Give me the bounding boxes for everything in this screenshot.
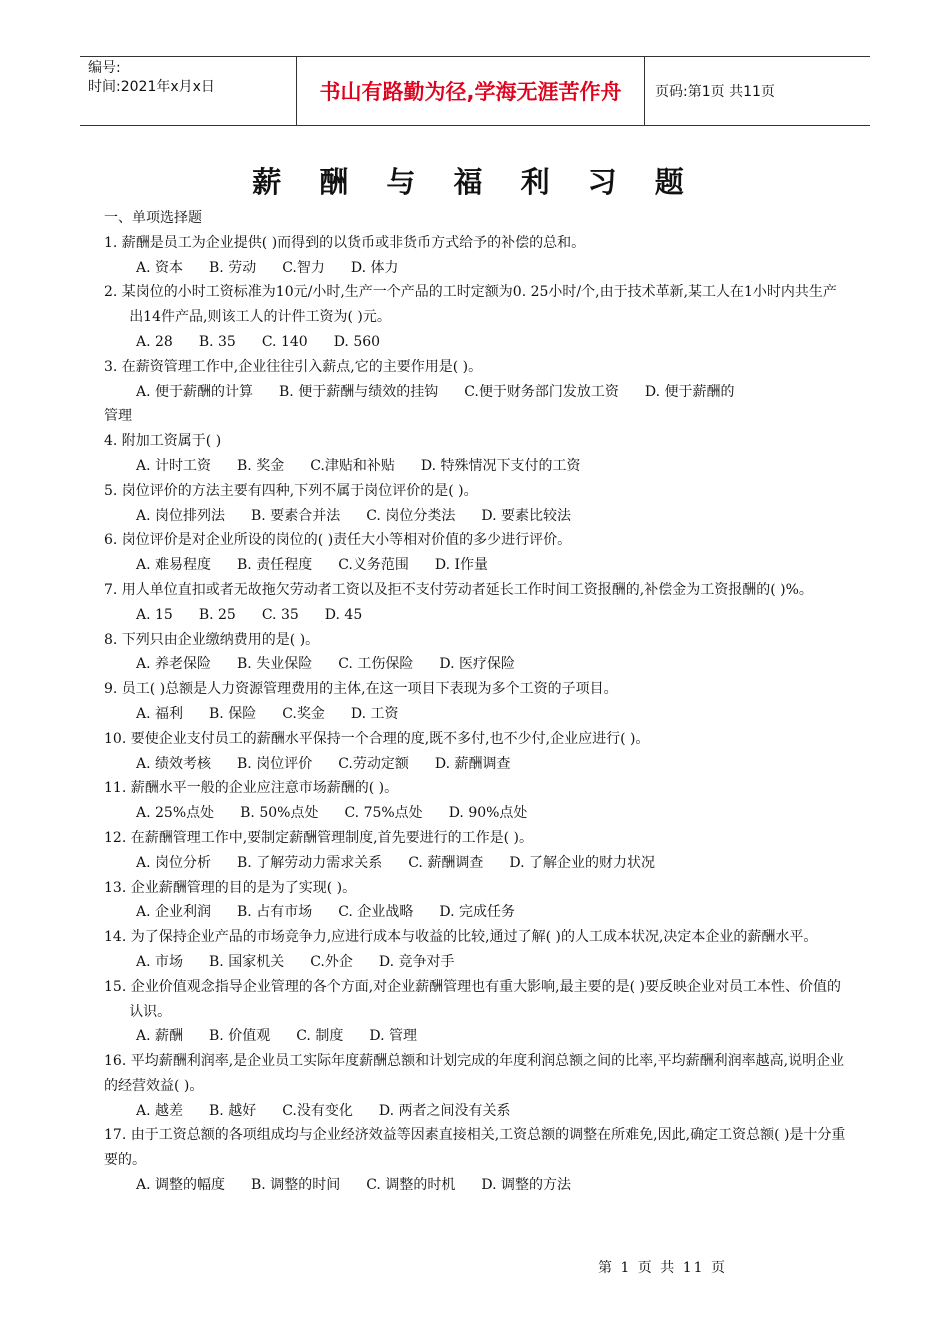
option-c: C. 调整的时机: [366, 1177, 456, 1194]
option-b: B. 岗位评价: [237, 755, 313, 772]
option-d: D. 要素比较法: [481, 507, 571, 524]
option-a: A. 企业利润: [136, 904, 212, 921]
question-item: [104, 727, 849, 777]
question-text: 16. 平均薪酬利润率,是企业员工实际年度薪酬总额和计划完成的年度利润总额之间的比率,平均薪酬利润率越高,说明企业的经营效益( )。: [104, 1053, 845, 1094]
option-continuation: 管理: [104, 408, 132, 425]
question-item: [104, 975, 849, 1049]
question-item: [104, 876, 849, 926]
option-d: D. 560: [333, 333, 381, 350]
question-item: [104, 1123, 849, 1197]
option-b: B. 要素合并法: [251, 507, 341, 524]
question-options: [104, 652, 849, 677]
option-c: C.智力: [282, 259, 325, 276]
motto: 书山有路勤为径,学海无涯苦作舟: [297, 57, 645, 125]
option-d: D. 便于薪酬的: [644, 383, 735, 400]
option-b: B. 保险: [209, 705, 257, 722]
question-text: 4. 附加工资属于( ): [104, 433, 222, 450]
question-text: 14. 为了保持企业产品的市场竞争力,应进行成本与收益的比较,通过了解( )的人工成本状况,决定本企业的薪酬水平。: [104, 929, 818, 946]
question-options: [104, 1024, 849, 1049]
option-b: B. 了解劳动力需求关系: [237, 854, 383, 871]
option-d: D. 90%点处: [448, 805, 528, 822]
option-a: A. 调整的幅度: [136, 1177, 226, 1194]
question-item: [104, 628, 849, 678]
option-b: B. 35: [198, 333, 236, 350]
option-d: D. 管理: [369, 1028, 417, 1045]
question-item: [104, 925, 849, 975]
option-b: B. 国家机关: [209, 953, 285, 970]
section-heading: 一、单项选择题: [104, 210, 202, 226]
question-text: 15. 企业价值观念指导企业管理的各个方面,对企业薪酬管理也有重大影响,最主要的是( )要反映企业对员工本性、价值的认识。: [104, 978, 841, 1020]
question-options: [104, 950, 849, 975]
option-d: D. 特殊情况下支付的工资: [420, 457, 581, 474]
question-options: [104, 504, 849, 529]
option-a: A. 绩效考核: [136, 755, 212, 772]
option-c: C.劳动定额: [338, 755, 409, 772]
question-text: 17. 由于工资总额的各项组成均与企业经济效益等因素直接相关,工资总额的调整在所难免,因此,确定工资总额( )是十分重要的。: [104, 1127, 846, 1169]
question-text: 3. 在薪资管理工作中,企业往往引入薪点,它的主要作用是( )。: [104, 358, 483, 375]
question-text: 11. 薪酬水平一般的企业应注意市场薪酬的( )。: [104, 780, 399, 797]
option-c: C. 企业战略: [338, 904, 414, 921]
question-options: [104, 256, 849, 281]
option-c: C.奖金: [282, 705, 325, 722]
question-options: [104, 603, 849, 628]
question-options: [104, 1173, 849, 1198]
question-options: [104, 380, 849, 405]
question-text: 8. 下列只由企业缴纳费用的是( )。: [104, 631, 320, 648]
option-d: D. 完成任务: [439, 904, 515, 921]
option-a: A. 28: [136, 333, 173, 350]
question-options: [104, 752, 849, 777]
question-text: 1. 薪酬是员工为企业提供( )而得到的以货币或非货币方式给予的补偿的总和。: [104, 234, 586, 251]
question-item: [104, 479, 849, 529]
question-item: [104, 776, 849, 826]
option-b: B. 便于薪酬与绩效的挂钩: [279, 383, 439, 400]
question-options: [104, 1099, 849, 1124]
question-item: [104, 231, 849, 281]
option-a: A. 便于薪酬的计算: [136, 383, 254, 400]
option-a: A. 25%点处: [136, 805, 215, 822]
question-options: [104, 553, 849, 578]
question-text: 12. 在薪酬管理工作中,要制定薪酬管理制度,首先要进行的工作是( )。: [104, 829, 533, 846]
question-text: 7. 用人单位直扣或者无故拖欠劳动者工资以及拒不支付劳动者延长工作时间工资报酬的,补偿金为工资报酬的( )%。: [104, 581, 813, 598]
page-header: [80, 56, 870, 126]
question-options: [104, 330, 849, 355]
question-list: [104, 206, 849, 1198]
option-c: C. 岗位分类法: [366, 507, 456, 524]
option-a: A. 15: [136, 606, 173, 623]
question-options: [104, 702, 849, 727]
question-options: [104, 900, 849, 925]
option-d: D. 体力: [350, 259, 399, 276]
option-a: A. 越差: [136, 1102, 184, 1119]
option-c: C.便于财务部门发放工资: [464, 383, 619, 400]
option-b: B. 劳动: [209, 259, 257, 276]
option-a: A. 福利: [136, 705, 184, 722]
option-b: B. 25: [198, 606, 236, 623]
question-text: 13. 企业薪酬管理的目的是为了实现( )。: [104, 879, 357, 896]
question-item: [104, 578, 849, 628]
question-text: 10. 要使企业支付员工的薪酬水平保持一个合理的度,既不多付,也不少付,企业应进行( )。: [104, 730, 650, 747]
option-d: D. 薪酬调查: [434, 755, 511, 772]
option-b: B. 调整的时间: [251, 1177, 341, 1194]
option-a: A. 难易程度: [136, 557, 212, 574]
option-c: C.津贴和补贴: [310, 457, 395, 474]
question-item: [104, 528, 849, 578]
option-b: B. 50%点处: [240, 805, 319, 822]
option-c: C. 35: [261, 606, 299, 623]
option-d: D. I作量: [434, 557, 489, 574]
option-c: C.外企: [310, 953, 353, 970]
number-label: 编号:: [88, 60, 121, 76]
option-c: C. 制度: [296, 1028, 344, 1045]
question-text: 9. 员工( )总额是人力资源管理费用的主体,在这一项目下表现为多个工资的子项目。: [104, 681, 618, 698]
option-a: A. 岗位排列法: [136, 507, 226, 524]
question-item: [104, 280, 849, 354]
option-b: B. 责任程度: [237, 557, 313, 574]
option-d: D. 工资: [350, 705, 399, 722]
option-b: B. 价值观: [209, 1028, 271, 1045]
option-d: D. 45: [324, 606, 363, 623]
option-a: A. 养老保险: [136, 656, 212, 673]
question-text: 6. 岗位评价是对企业所设的岗位的( )责任大小等相对价值的多少进行评价。: [104, 532, 572, 549]
option-b: B. 占有市场: [237, 904, 313, 921]
question-item: [104, 826, 849, 876]
option-b: B. 奖金: [237, 457, 285, 474]
option-a: A. 资本: [136, 259, 184, 276]
header-meta: [80, 57, 297, 125]
option-a: A. 岗位分析: [136, 854, 212, 871]
question-options: [104, 454, 849, 479]
option-d: D. 两者之间没有关系: [378, 1102, 511, 1119]
page-footer: 第 1 页 共 11 页: [598, 1260, 727, 1276]
option-c: C.没有变化: [282, 1102, 353, 1119]
question-options: [104, 801, 849, 826]
option-c: C. 140: [261, 333, 308, 350]
option-a: A. 计时工资: [136, 457, 212, 474]
question-text: 2. 某岗位的小时工资标准为10元/小时,生产一个产品的工时定额为0. 25小时/个,由于技术革新,某工人在1小时内共生产出14件产品,则该工人的计件工资为( )元。: [104, 284, 837, 326]
date-label: 时间:2021年x月x日: [88, 79, 215, 95]
option-c: C.义务范围: [338, 557, 409, 574]
document-title: 薪 酬 与 福 利 习 题: [252, 165, 698, 199]
question-item: [104, 677, 849, 727]
question-text: 5. 岗位评价的方法主要有四种,下列不属于岗位评价的是( )。: [104, 482, 478, 499]
option-d: D. 了解企业的财力状况: [509, 854, 655, 871]
question-item: [104, 429, 849, 479]
question-options: [104, 851, 849, 876]
option-d: D. 调整的方法: [481, 1177, 571, 1194]
question-item: [104, 1049, 849, 1123]
option-c: C. 工伤保险: [338, 656, 414, 673]
question-item: [104, 355, 849, 429]
option-d: D. 医疗保险: [439, 656, 515, 673]
option-a: A. 市场: [136, 953, 184, 970]
option-c: C. 75%点处: [344, 805, 423, 822]
option-a: A. 薪酬: [136, 1028, 184, 1045]
option-b: B. 失业保险: [237, 656, 313, 673]
page-code: 页码:第1页 共11页: [655, 84, 775, 100]
option-b: B. 越好: [209, 1102, 257, 1119]
option-d: D. 竞争对手: [378, 953, 455, 970]
option-c: C. 薪酬调查: [408, 854, 484, 871]
